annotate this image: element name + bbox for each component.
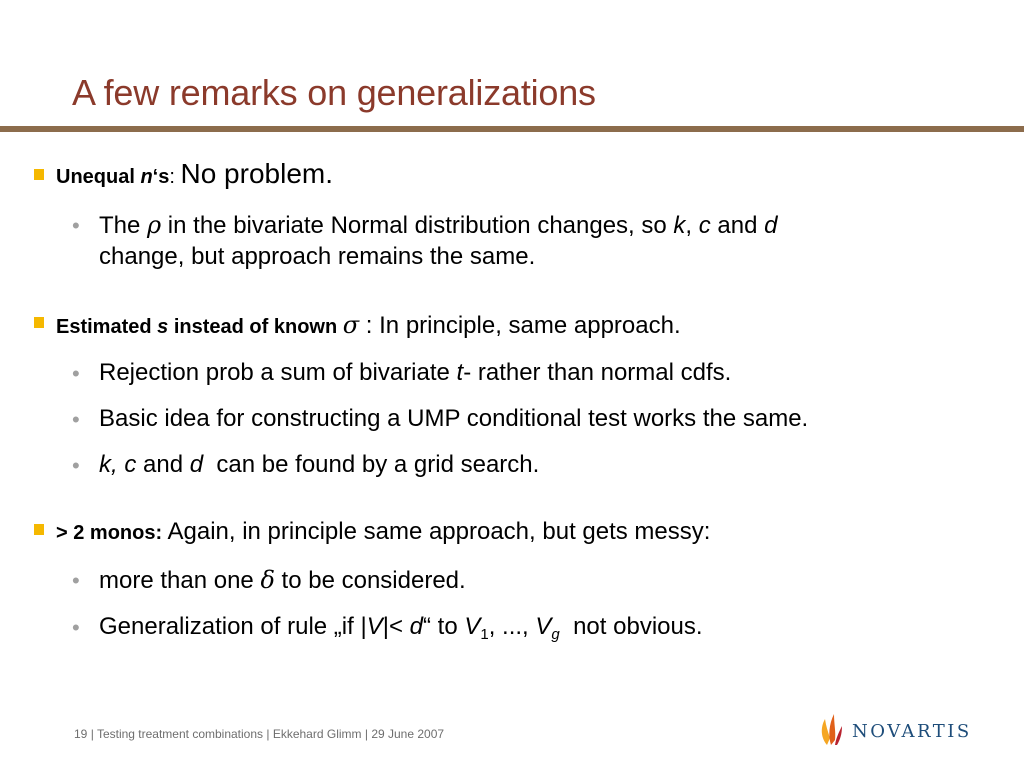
presentation-date: 29 June 2007 <box>371 727 445 741</box>
bullet-2-lead-rest: instead of known <box>168 316 343 338</box>
bullet-2-text: : In principle, same approach. <box>359 312 681 339</box>
sub-bullet-dot: • <box>72 453 80 478</box>
subscript-g: g <box>551 626 560 643</box>
bullet-1-sub-1-cont: change, but approach remains the same. <box>99 243 536 270</box>
text-run: The <box>99 212 148 239</box>
text-run: and <box>710 212 765 239</box>
sub-bullet-dot: • <box>72 615 80 640</box>
bullet-square <box>34 317 44 328</box>
text-run: Generalization of rule „if | <box>99 613 367 640</box>
rho-symbol: ρ <box>147 211 162 239</box>
bullet-square <box>34 169 44 180</box>
talk-title: Testing treatment combinations <box>96 727 264 741</box>
bullet-2 <box>56 311 681 340</box>
subscript-1: 1 <box>480 626 489 643</box>
sigma-symbol: σ <box>342 311 360 339</box>
sub-bullet-dot: • <box>72 361 80 386</box>
bullet-1-lead: Unequal <box>56 166 141 188</box>
bullet-square <box>34 524 44 535</box>
delta-symbol: δ <box>260 566 275 594</box>
separator: | <box>263 727 273 741</box>
bullet-2-lead: Estimated <box>56 316 158 338</box>
bullet-2-sub-3 <box>99 451 539 479</box>
text-run: Rejection prob a sum of bivariate <box>99 359 457 386</box>
var-d: d <box>189 451 204 478</box>
text-run: and <box>136 451 190 478</box>
text-run: , <box>685 212 699 239</box>
bullet-2-sub-2: Basic idea for constructing a UMP conditional test works the same. <box>99 405 809 432</box>
bullet-3-text: Again, in principle same approach, but gets messy: <box>162 518 711 545</box>
bullet-3-lead: > 2 monos: <box>56 522 163 544</box>
text-run: can be found by a grid search. <box>203 451 540 478</box>
var-k: k <box>673 212 686 239</box>
bullet-1-text: No problem. <box>180 158 333 189</box>
text-run: to be considered. <box>274 567 466 594</box>
sub-bullet-dot: • <box>72 407 80 432</box>
bullet-1-sub-1 <box>99 211 778 240</box>
bullet-1-colon: : <box>169 166 181 188</box>
title-divider <box>0 126 1024 132</box>
var-c: c <box>698 212 711 239</box>
page-number: 19 <box>74 727 88 741</box>
sub-bullet-dot: • <box>72 213 80 238</box>
var-Vg: V <box>535 613 552 640</box>
var-k-c: k, c <box>99 451 137 478</box>
bullet-1-lead-n: n <box>140 166 153 188</box>
author-name: Ekkehard Glimm <box>272 727 362 741</box>
logo-wordmark: NOVARTIS <box>852 721 972 742</box>
text-run: “ to <box>423 613 465 640</box>
novartis-logo <box>818 712 972 746</box>
flame-icon <box>818 712 844 746</box>
text-run: in the bivariate Normal distribution changes, so <box>161 212 674 239</box>
text-run: not obvious. <box>559 613 703 640</box>
var-V: V <box>366 613 383 640</box>
bullet-3-sub-1 <box>99 566 466 595</box>
slide-title: A few remarks on generalizations <box>72 72 596 113</box>
separator: | <box>361 727 372 741</box>
bullet-3 <box>56 518 710 546</box>
var-V1: V <box>464 613 481 640</box>
var-d: d <box>409 613 423 640</box>
var-s: s <box>157 316 169 338</box>
text-run: |< <box>382 613 410 640</box>
slide-footer <box>74 727 444 741</box>
bullet-1-lead-s: ‘s <box>152 166 170 188</box>
bullet-2-sub-1 <box>99 359 731 387</box>
sub-bullet-dot: • <box>72 568 80 593</box>
text-run: more than one <box>99 567 261 594</box>
text-run: , ..., <box>488 613 536 640</box>
text-run: - rather than normal cdfs. <box>463 359 732 386</box>
var-d: d <box>764 212 778 239</box>
var-t: t <box>456 359 464 386</box>
separator: | <box>87 727 97 741</box>
bullet-1 <box>56 158 333 190</box>
bullet-3-sub-2 <box>99 613 703 641</box>
